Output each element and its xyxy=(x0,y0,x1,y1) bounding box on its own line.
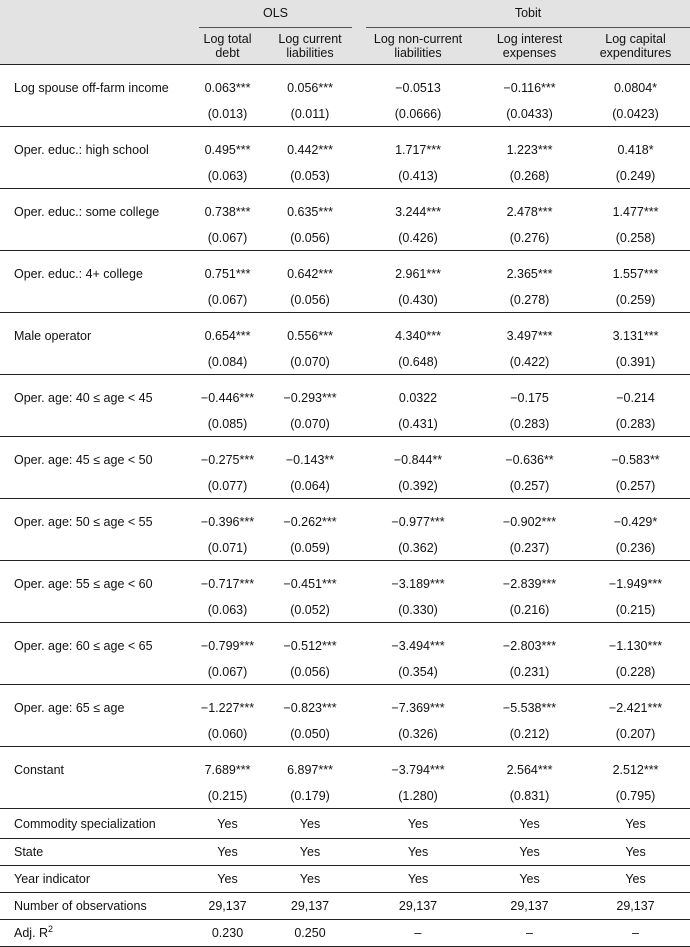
coefficient-cell: 0.654*** xyxy=(193,313,262,350)
coefficient-cell: 3.244*** xyxy=(358,189,478,226)
coefficient-cell: −0.293*** xyxy=(262,375,358,412)
coefficient-cell: −0.396*** xyxy=(193,499,262,536)
row-label-empty xyxy=(0,597,193,623)
coefficient-cell: −3.494*** xyxy=(358,623,478,660)
coefficient-cell: −2.803*** xyxy=(478,623,581,660)
header-corner xyxy=(0,0,193,28)
coefficient-cell: 3.131*** xyxy=(581,313,690,350)
std-error-cell: (0.236) xyxy=(615,540,656,555)
control-row xyxy=(0,809,690,839)
coefficient-cell: 4.340*** xyxy=(358,313,478,350)
std-error-cell: (0.064) xyxy=(290,478,330,493)
row-label: Oper. age: 65 ≤ age xyxy=(0,685,193,722)
table-row xyxy=(0,313,690,350)
coefficient-cell: −0.451*** xyxy=(262,561,358,598)
std-error-cell: (1.280) xyxy=(398,788,438,803)
tobit-group-header xyxy=(358,0,690,28)
table-row xyxy=(0,623,690,660)
row-label: Oper. educ.: some college xyxy=(0,189,193,226)
coefficient-cell: 0.056*** xyxy=(287,81,333,95)
std-error-row xyxy=(0,101,690,127)
row-label-empty xyxy=(0,783,193,809)
std-error-row xyxy=(0,225,690,251)
std-error-row xyxy=(0,659,690,685)
std-error-cell: (0.362) xyxy=(398,540,438,555)
control-value-cell: – xyxy=(581,920,690,947)
std-error-cell: (0.422) xyxy=(509,354,550,369)
row-label-empty xyxy=(0,349,193,375)
coefficient-cell: 0.418* xyxy=(581,127,690,164)
control-row xyxy=(0,866,690,893)
coefficient-cell: −0.717*** xyxy=(193,561,262,598)
control-value-cell: 29,137 xyxy=(581,893,690,920)
std-error-cell: (0.011) xyxy=(290,106,330,121)
row-label xyxy=(0,866,193,893)
std-error-cell: (0.067) xyxy=(207,292,248,307)
std-error-cell: (0.0666) xyxy=(394,106,442,121)
control-value-cell: 29,137 xyxy=(193,893,262,920)
std-error-cell: (0.257) xyxy=(615,478,656,493)
coefficient-cell: −0.143** xyxy=(262,437,358,474)
col-header: Log current liabilities xyxy=(262,28,358,65)
table-header xyxy=(0,0,690,65)
coefficient-cell: 0.635*** xyxy=(262,189,358,226)
control-value-cell: Yes xyxy=(478,809,581,839)
std-error-cell: (0.215) xyxy=(207,788,248,803)
superscript: 2 xyxy=(48,923,54,934)
coefficient-cell: −1.949*** xyxy=(581,561,690,598)
std-error-cell: (0.071) xyxy=(207,540,248,555)
row-label xyxy=(0,893,193,920)
table-row xyxy=(0,685,690,722)
std-error-cell: (0.179) xyxy=(290,788,330,803)
control-value-cell: Yes xyxy=(262,809,358,839)
control-label: Year indicator xyxy=(14,872,90,886)
std-error-row xyxy=(0,597,690,623)
std-error-cell: (0.283) xyxy=(509,416,550,431)
row-label: Oper. age: 60 ≤ age < 65 xyxy=(0,623,193,660)
control-value-cell: Yes xyxy=(478,866,581,893)
coefficient-cell: 0.0804* xyxy=(613,81,658,95)
coefficient-cell: −0.844** xyxy=(358,437,478,474)
coefficient-cell: 3.497*** xyxy=(478,313,581,350)
row-label xyxy=(0,809,193,839)
coefficient-cell: 7.689*** xyxy=(193,747,262,784)
table-row xyxy=(0,375,690,412)
row-label-empty xyxy=(0,535,193,561)
std-error-cell: (0.392) xyxy=(398,478,438,493)
std-error-row xyxy=(0,349,690,375)
coefficient-cell: −0.512*** xyxy=(262,623,358,660)
row-label-empty xyxy=(0,721,193,747)
std-error-cell: (0.648) xyxy=(398,354,438,369)
coefficient-cell: −0.446*** xyxy=(193,375,262,412)
row-label: Oper. age: 45 ≤ age < 50 xyxy=(0,437,193,474)
coefficient-cell: 1.717*** xyxy=(358,127,478,164)
row-label: Oper. age: 40 ≤ age < 45 xyxy=(0,375,193,412)
std-error-cell: (0.831) xyxy=(509,788,550,803)
std-error-cell: (0.431) xyxy=(398,416,438,431)
control-row xyxy=(0,893,690,920)
ols-label: OLS xyxy=(199,0,352,28)
row-label xyxy=(0,920,193,947)
row-label: Oper. educ.: 4+ college xyxy=(0,251,193,288)
std-error-cell: (0.413) xyxy=(398,168,438,183)
control-value-cell: Yes xyxy=(193,809,262,839)
std-error-cell: (0.268) xyxy=(509,168,550,183)
header-corner-2 xyxy=(0,28,193,65)
std-error-cell: (0.059) xyxy=(290,540,330,555)
row-label-empty xyxy=(0,659,193,685)
col-header: Log interest expenses xyxy=(478,28,581,65)
row-label-empty xyxy=(0,163,193,189)
std-error-cell: (0.053) xyxy=(290,168,330,183)
control-value-cell: Yes xyxy=(193,866,262,893)
std-error-row xyxy=(0,287,690,313)
std-error-row xyxy=(0,411,690,437)
std-error-cell: (0.278) xyxy=(509,292,550,307)
coefficient-cell: −7.369*** xyxy=(358,685,478,722)
coefficient-cell: 2.512*** xyxy=(581,747,690,784)
table-row xyxy=(0,189,690,226)
std-error-cell: (0.060) xyxy=(207,726,248,741)
std-error-cell: (0.391) xyxy=(615,354,656,369)
std-error-cell: (0.426) xyxy=(398,230,438,245)
std-error-cell: (0.228) xyxy=(615,664,656,679)
std-error-cell: (0.430) xyxy=(398,292,438,307)
coefficient-cell: −5.538*** xyxy=(478,685,581,722)
table-body xyxy=(0,65,690,947)
coefficient-cell: 2.961*** xyxy=(358,251,478,288)
std-error-cell: (0.070) xyxy=(290,354,330,369)
std-error-cell: (0.231) xyxy=(509,664,550,679)
table-row xyxy=(0,127,690,164)
std-error-cell: (0.326) xyxy=(398,726,438,741)
std-error-cell: (0.276) xyxy=(509,230,550,245)
std-error-cell: (0.070) xyxy=(290,416,330,431)
coefficient-cell: −0.262*** xyxy=(262,499,358,536)
row-label-empty xyxy=(0,287,193,313)
std-error-cell: (0.077) xyxy=(207,478,248,493)
row-label-empty xyxy=(0,473,193,499)
coefficient-cell: 6.897*** xyxy=(262,747,358,784)
std-error-cell: (0.207) xyxy=(615,726,656,741)
control-value-cell: 29,137 xyxy=(478,893,581,920)
control-row xyxy=(0,839,690,866)
row-label: Log spouse off-farm income xyxy=(14,81,169,95)
row-label-empty xyxy=(0,411,193,437)
row-label: Oper. age: 55 ≤ age < 60 xyxy=(0,561,193,598)
std-error-cell: (0.056) xyxy=(290,292,330,307)
std-error-cell: (0.050) xyxy=(290,726,330,741)
std-error-row xyxy=(0,163,690,189)
coefficient-cell: −0.636** xyxy=(478,437,581,474)
coefficient-cell: −0.799*** xyxy=(193,623,262,660)
coefficient-cell: 0.495*** xyxy=(193,127,262,164)
table-row xyxy=(0,437,690,474)
coefficient-cell: 1.223*** xyxy=(478,127,581,164)
coefficient-cell: −0.583** xyxy=(581,437,690,474)
control-value-cell: Yes xyxy=(478,839,581,866)
std-error-cell: (0.215) xyxy=(615,602,656,617)
std-error-cell: (0.795) xyxy=(615,788,656,803)
coefficient-cell: −0.0513 xyxy=(395,81,441,95)
coefficient-cell: 2.564*** xyxy=(478,747,581,784)
col-header: Log non-current liabilities xyxy=(358,28,478,65)
row-label: Oper. age: 50 ≤ age < 55 xyxy=(0,499,193,536)
coefficient-cell: −3.794*** xyxy=(358,747,478,784)
row-label xyxy=(0,839,193,866)
control-value-cell: Yes xyxy=(581,839,690,866)
control-label: Commodity specialization xyxy=(14,816,156,831)
coefficient-cell: −0.275*** xyxy=(193,437,262,474)
control-value-cell: Yes xyxy=(358,866,478,893)
std-error-cell: (0.354) xyxy=(398,664,438,679)
std-error-cell: (0.283) xyxy=(615,416,656,431)
control-value-cell: Yes xyxy=(358,839,478,866)
std-error-cell: (0.257) xyxy=(509,478,550,493)
row-label: Constant xyxy=(0,747,193,784)
std-error-cell: (0.212) xyxy=(509,726,550,741)
coefficient-cell: 2.365*** xyxy=(478,251,581,288)
control-value-cell: Yes xyxy=(193,839,262,866)
std-error-cell: (0.0423) xyxy=(612,106,659,121)
std-error-row xyxy=(0,473,690,499)
table-row xyxy=(0,499,690,536)
coefficient-cell: −0.116*** xyxy=(503,81,556,95)
control-value-cell: Yes xyxy=(262,866,358,893)
coefficient-cell: 0.738*** xyxy=(193,189,262,226)
std-error-row xyxy=(0,721,690,747)
control-value-cell: Yes xyxy=(581,809,690,839)
std-error-cell: (0.084) xyxy=(207,354,248,369)
coefficient-cell: −3.189*** xyxy=(358,561,478,598)
std-error-cell: (0.013) xyxy=(207,106,248,121)
coefficient-cell: −0.823*** xyxy=(262,685,358,722)
control-value-cell: Yes xyxy=(581,866,690,893)
control-value-cell: – xyxy=(478,920,581,947)
coefficient-cell: 0.442*** xyxy=(262,127,358,164)
control-value-cell: Yes xyxy=(262,839,358,866)
control-value-cell: 0.230 xyxy=(193,920,262,947)
row-label-empty xyxy=(0,225,193,251)
coefficient-cell: −0.175 xyxy=(478,375,581,412)
std-error-cell: (0.237) xyxy=(509,540,550,555)
control-label: State xyxy=(14,845,44,859)
coefficient-cell: −1.130*** xyxy=(581,623,690,660)
std-error-cell: (0.063) xyxy=(207,168,248,183)
coefficient-cell: −0.429* xyxy=(581,499,690,536)
coefficient-cell: 0.0322 xyxy=(358,375,478,412)
coefficient-cell: 2.478*** xyxy=(478,189,581,226)
coefficient-cell: −2.839*** xyxy=(478,561,581,598)
std-error-cell: (0.258) xyxy=(615,230,656,245)
control-value-cell: 29,137 xyxy=(262,893,358,920)
std-error-row xyxy=(0,783,690,809)
coefficient-cell: 0.063*** xyxy=(204,81,251,95)
std-error-cell: (0.067) xyxy=(207,664,248,679)
control-label: Number of observations xyxy=(14,899,147,913)
coefficient-cell: 0.556*** xyxy=(262,313,358,350)
coefficient-cell: 1.557*** xyxy=(581,251,690,288)
control-row xyxy=(0,920,690,947)
std-error-cell: (0.085) xyxy=(207,416,248,431)
table-row xyxy=(0,747,690,784)
coefficient-cell: −2.421*** xyxy=(581,685,690,722)
coefficient-cell: 0.642*** xyxy=(262,251,358,288)
coefficient-cell: 1.477*** xyxy=(581,189,690,226)
std-error-cell: (0.063) xyxy=(207,602,248,617)
std-error-cell: (0.052) xyxy=(290,602,330,617)
std-error-cell: (0.0433) xyxy=(506,106,553,121)
ols-group-header xyxy=(193,0,358,28)
row-label: Male operator xyxy=(0,313,193,350)
table-row xyxy=(0,561,690,598)
coefficient-cell: −1.227*** xyxy=(193,685,262,722)
std-error-cell: (0.056) xyxy=(290,664,330,679)
std-error-cell: (0.067) xyxy=(207,230,248,245)
coefficient-cell: 0.751*** xyxy=(193,251,262,288)
table-row xyxy=(0,251,690,288)
std-error-row xyxy=(0,535,690,561)
row-label: Oper. educ.: high school xyxy=(0,127,193,164)
std-error-cell: (0.249) xyxy=(615,168,656,183)
std-error-cell: (0.056) xyxy=(290,230,330,245)
col-header: Log total debt xyxy=(193,28,262,65)
std-error-cell: (0.330) xyxy=(398,602,438,617)
control-value-cell: – xyxy=(358,920,478,947)
tobit-label: Tobit xyxy=(366,0,690,28)
coefficient-cell: −0.977*** xyxy=(358,499,478,536)
std-error-cell: (0.216) xyxy=(509,602,550,617)
coefficient-cell: −0.902*** xyxy=(478,499,581,536)
control-value-cell: 29,137 xyxy=(358,893,478,920)
std-error-cell: (0.259) xyxy=(615,292,656,307)
control-value-cell: 0.250 xyxy=(262,920,358,947)
control-label: Adj. R xyxy=(14,926,49,940)
row-label-empty xyxy=(0,101,193,127)
control-value-cell: Yes xyxy=(358,809,478,839)
coefficient-cell: −0.214 xyxy=(581,375,690,412)
col-header: Log capital expenditures xyxy=(581,28,690,65)
table-row xyxy=(0,65,690,102)
